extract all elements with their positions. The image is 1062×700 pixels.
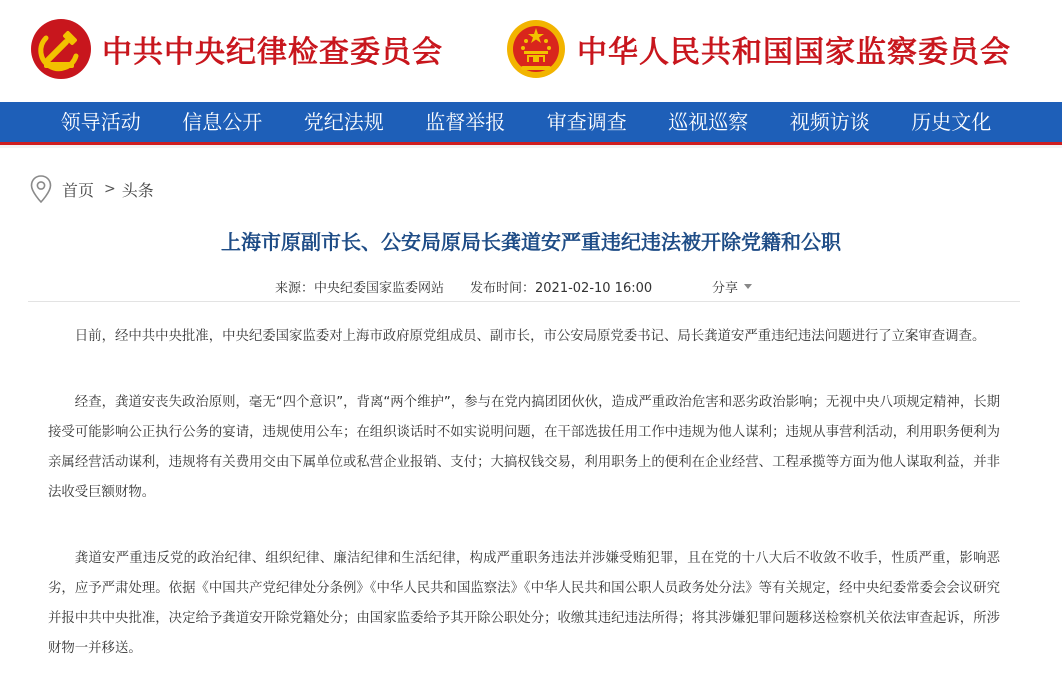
share-label: 分享 — [712, 281, 739, 296]
breadcrumb-separator: > — [104, 181, 116, 197]
article-paragraph: 龚道安严重违反党的政治纪律、组织纪律、廉洁纪律和生活纪律，构成严重职务违法并涉嫌受贿犯罪，且在党的十八大后不收敛不收手，性质严重，影响恶劣，应予严肃处理。依据《中国共产党纪律处分条例》《中华人民共和国监察法》《中华人民共和国公职人员政务处分法》等有关规定，经中央纪委常委会会议研究并报中共中央批准，决定给予龚道安开除党籍处分；由国家监委给予其开除公职处分；收缴其违纪违法所得；将其涉嫌犯罪问题移送检察机关依法审查起诉，所涉财物一并移送。 — [48, 551, 1000, 656]
nav-item-report[interactable]: 监督举报 — [425, 110, 506, 134]
nav-item-investigation[interactable]: 审查调查 — [546, 110, 627, 134]
location-pin-icon — [30, 175, 52, 203]
breadcrumb-current[interactable]: 头条 — [121, 180, 154, 200]
nav-bar — [0, 102, 1062, 145]
main-nav — [0, 102, 1062, 148]
left-org-name: 中共中央纪律检查委员会 — [102, 35, 443, 70]
article-title: 上海市原副市长、公安局原局长龚道安严重违纪违法被开除党籍和公职 — [221, 230, 841, 254]
nav-item-inspection[interactable]: 巡视巡察 — [668, 110, 749, 134]
cpc-ccdi-logo[interactable] — [30, 14, 443, 84]
article-paragraph: 经查，龚道安丧失政治原则，毫无“四个意识”，背离“两个维护”，参与在党内搞团团伙伙，造成严重政治危害和恶劣政治影响；无视中央八项规定精神，长期接受可能影响公正执行公务的宴请，违规使用公车；在组织谈话时不如实说明问题，在干部选拔任用工作中违规为他人谋利；违规从事营利活动，利用职务便利为亲属经营活动谋利，违规将有关费用交由下属单位或私营企业报销、支付；大搞权钱交易，利用职务上的便利在企业经营、工程承揽等方面为他人谋取利益，并非法收受巨额财物。 — [48, 395, 1000, 500]
article-paragraph: 日前，经中共中央批准，中央纪委国家监委对上海市政府原党组成员、副市长，市公安局原党委书记、局长龚道安严重违纪违法问题进行了立案审查调查。 — [74, 329, 986, 344]
national-emblem-icon — [505, 18, 567, 80]
site-header — [0, 0, 1062, 102]
nav-item-history[interactable]: 历史文化 — [911, 110, 992, 134]
article-body — [48, 322, 1000, 700]
nav-item-leadership[interactable]: 领导活动 — [60, 110, 141, 134]
article-meta — [0, 277, 1062, 297]
article-source: 来源：中央纪委国家监委网站 — [275, 281, 445, 296]
breadcrumb-home[interactable]: 首页 — [62, 180, 95, 200]
divider — [28, 301, 1020, 302]
nav-items — [40, 102, 1012, 142]
nav-item-info-disclosure[interactable]: 信息公开 — [182, 110, 263, 134]
share-button[interactable] — [712, 277, 752, 296]
nsc-logo[interactable] — [505, 14, 1011, 84]
breadcrumb — [30, 174, 154, 204]
article-publish-time: 发布时间：2021-02-10 16:00 — [470, 281, 653, 296]
nav-item-regulations[interactable]: 党纪法规 — [303, 110, 384, 134]
chevron-down-icon — [744, 284, 752, 289]
party-emblem-icon — [30, 18, 92, 80]
right-org-name: 中华人民共和国国家监察委员会 — [577, 35, 1011, 70]
nav-item-video[interactable]: 视频访谈 — [789, 110, 870, 134]
